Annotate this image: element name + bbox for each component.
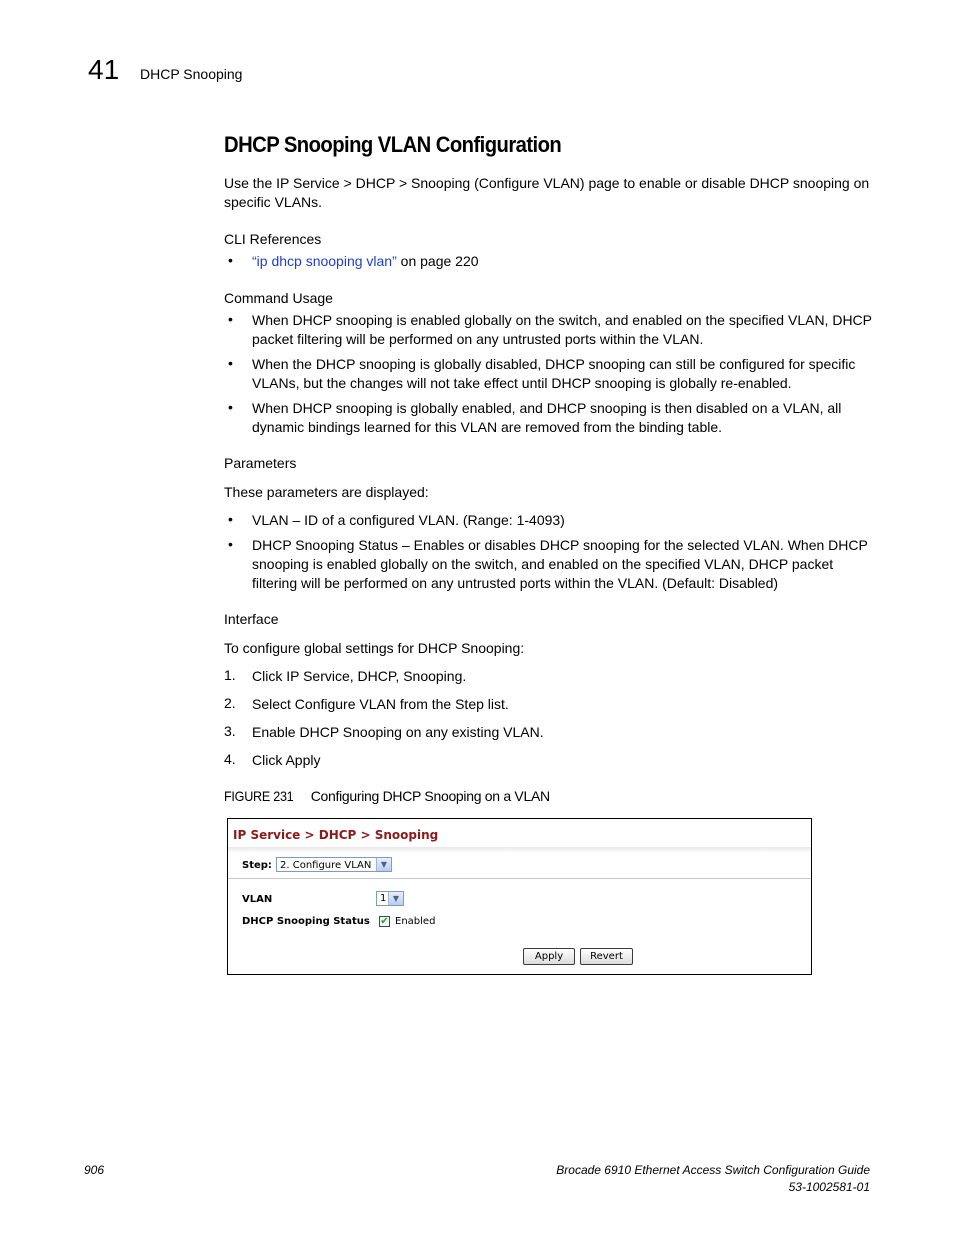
vlan-select-value: 1 <box>380 893 387 904</box>
parameter-item <box>252 536 878 593</box>
divider <box>228 878 811 879</box>
step-text: Click Apply <box>252 752 321 768</box>
vlan-label: VLAN <box>242 894 273 905</box>
step-select[interactable] <box>276 857 392 872</box>
parameter-term: DHCP Snooping Status <box>252 537 399 553</box>
command-usage-item: When DHCP snooping is enabled globally on the switch, and enabled on the specified VLAN, DHCP packet filtering will be performed on any untrusted ports within the VLAN. <box>252 312 872 347</box>
panel-breadcrumb: IP Service > DHCP > Snooping <box>233 828 439 842</box>
command-usage-item: When the DHCP snooping is globally disabled, DHCP snooping can still be configured for specific VLANs, but the changes will not take effect until DHCP snooping is globally re-enabled. <box>252 356 856 391</box>
checkbox-label: Enabled <box>395 916 436 927</box>
dhcp-snooping-status-label: DHCP Snooping Status <box>242 916 370 927</box>
bullet: • <box>228 536 233 552</box>
divider <box>228 847 811 853</box>
chapter-number: 41 <box>88 54 120 85</box>
section-intro: Use the IP Service > DHCP > Snooping (Configure VLAN) page to enable or disable DHCP snooping on specific VLANs. <box>224 175 870 210</box>
page-number: 906 <box>84 1163 105 1177</box>
step-number: 1. <box>224 667 236 683</box>
vlan-select[interactable] <box>376 891 404 906</box>
checkmark-icon: ✔ <box>380 916 389 927</box>
command-usage-heading: Command Usage <box>224 290 333 306</box>
revert-button[interactable]: Revert <box>580 948 633 965</box>
dhcp-snooping-vlan-panel <box>227 818 812 975</box>
apply-button[interactable]: Apply <box>523 948 575 965</box>
chapter-title: DHCP Snooping <box>140 66 243 82</box>
dhcp-snooping-status-checkbox[interactable] <box>379 916 390 927</box>
bullet: • <box>228 311 233 327</box>
step-number: 2. <box>224 695 236 711</box>
section-title: DHCP Snooping VLAN Configuration <box>224 132 562 157</box>
cli-reference-item <box>252 252 878 271</box>
parameter-term: VLAN <box>252 512 289 528</box>
figure-caption <box>224 788 550 804</box>
step-number: 3. <box>224 723 236 739</box>
step-text: Click IP Service, DHCP, Snooping. <box>252 668 467 684</box>
parameters-heading: Parameters <box>224 455 297 471</box>
doc-number: 53-1002581-01 <box>788 1180 870 1194</box>
chevron-down-icon[interactable]: ▼ <box>388 892 403 905</box>
step-number: 4. <box>224 751 236 767</box>
cli-reference-suffix: on page 220 <box>396 253 479 269</box>
bullet: • <box>228 252 233 268</box>
step-text: Select Configure VLAN from the Step list. <box>252 696 509 712</box>
parameters-intro: These parameters are displayed: <box>224 484 429 500</box>
command-usage-item: When DHCP snooping is globally enabled, and DHCP snooping is then disabled on a VLAN, all dynamic bindings learned for this VLAN are removed from the binding table. <box>252 400 842 435</box>
chevron-down-icon[interactable]: ▼ <box>376 858 391 871</box>
bullet: • <box>228 355 233 371</box>
cli-references-heading: CLI References <box>224 231 322 247</box>
figure-title: Configuring DHCP Snooping on a VLAN <box>310 788 550 804</box>
bullet: • <box>228 511 233 527</box>
bullet: • <box>228 399 233 415</box>
step-text: Enable DHCP Snooping on any existing VLAN. <box>252 724 544 740</box>
interface-heading: Interface <box>224 611 279 627</box>
doc-title: Brocade 6910 Ethernet Access Switch Configuration Guide <box>556 1163 870 1177</box>
figure-label: FIGURE 231 <box>224 788 294 804</box>
parameter-item <box>252 511 878 530</box>
parameter-desc: – ID of a configured VLAN. (Range: 1-4093) <box>288 512 565 528</box>
parameter-desc: – Enables or disables DHCP snooping for the selected VLAN. When DHCP snooping is enabled globally on the switch, and enabled on the specified VLAN, DHCP packet filtering will be performed on any untrusted ports within the VLAN. (Default: Disabled) <box>252 537 868 591</box>
cli-reference-link[interactable]: “ip dhcp snooping vlan” <box>252 253 397 269</box>
interface-intro: To configure global settings for DHCP Snooping: <box>224 640 525 656</box>
step-select-value: 2. Configure VLAN <box>280 860 372 871</box>
step-label: Step: <box>242 860 272 871</box>
